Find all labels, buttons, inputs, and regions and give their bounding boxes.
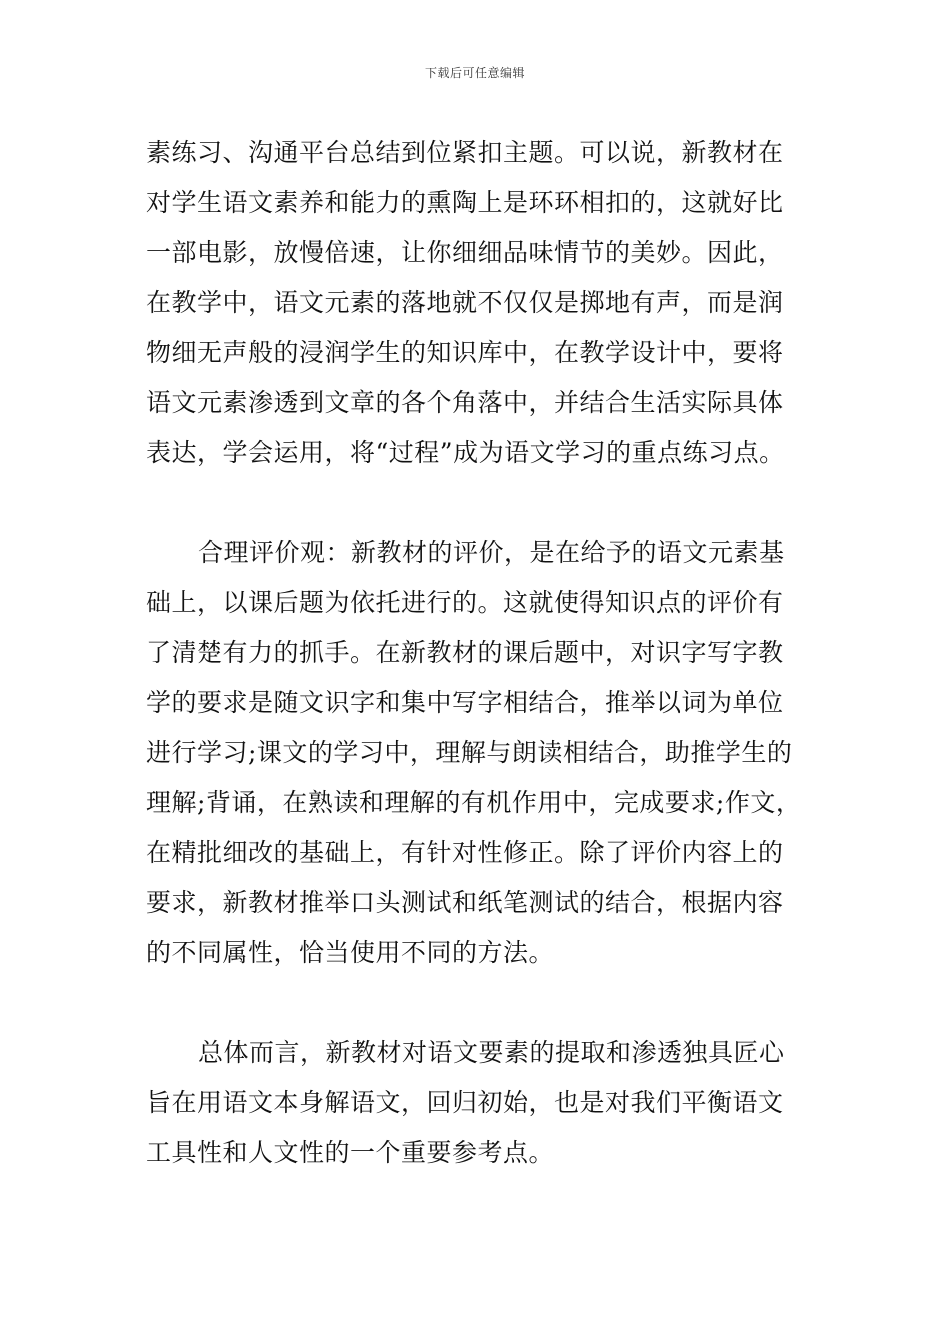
text-line: 一部电影，放慢倍速，让你细细品味情节的美妙。因此， xyxy=(146,238,784,267)
text-line: 在教学中，语文元素的落地就不仅仅是掷地有声，而是润 xyxy=(146,288,784,317)
text-line: 总体而言，新教材对语文要素的提取和渗透独具匠心 xyxy=(198,1038,785,1067)
text-line: 理解;背诵，在熟读和理解的有机作用中，完成要求;作文， xyxy=(146,788,802,817)
text-line: 要求，新教材推举口头测试和纸笔测试的结合，根据内容 xyxy=(146,888,784,917)
text-line: 合理评价观：新教材的评价，是在给予的语文元素基 xyxy=(198,538,785,567)
paragraph-1 xyxy=(146,128,836,478)
paragraph-2 xyxy=(146,528,836,978)
text-line: 础上，以课后题为依托进行的。这就使得知识点的评价有 xyxy=(146,588,784,617)
text-line: 物细无声般的浸润学生的知识库中，在教学设计中，要将 xyxy=(146,338,784,367)
paragraph-spacer xyxy=(146,978,836,1028)
text-line: 表达，学会运用，将“过程”成为语文学习的重点练习点。 xyxy=(146,438,785,467)
text-line: 旨在用语文本身解语文，回归初始，也是对我们平衡语文 xyxy=(146,1088,784,1117)
paragraph-3 xyxy=(146,1028,836,1178)
text-line: 在精批细改的基础上，有针对性修正。除了评价内容上的 xyxy=(146,838,784,867)
text-line: 的不同属性，恰当使用不同的方法。 xyxy=(146,938,555,967)
text-line: 语文元素渗透到文章的各个角落中，并结合生活实际具体 xyxy=(146,388,784,417)
text-line: 素练习、沟通平台总结到位紧扣主题。可以说，新教材在 xyxy=(146,138,784,167)
text-line: 对学生语文素养和能力的熏陶上是环环相扣的，这就好比 xyxy=(146,188,784,217)
text-line: 工具性和人文性的一个重要参考点。 xyxy=(146,1138,555,1167)
document-body xyxy=(146,128,836,1178)
text-line: 进行学习;课文的学习中，理解与朗读相结合，助推学生的 xyxy=(146,738,793,767)
text-line: 学的要求是随文识字和集中写字相结合，推举以词为单位 xyxy=(146,688,784,717)
page-header: 下载后可任意编辑 xyxy=(424,66,525,80)
paragraph-spacer xyxy=(146,478,836,528)
text-line: 了清楚有力的抓手。在新教材的课后题中，对识字写字教 xyxy=(146,638,784,667)
